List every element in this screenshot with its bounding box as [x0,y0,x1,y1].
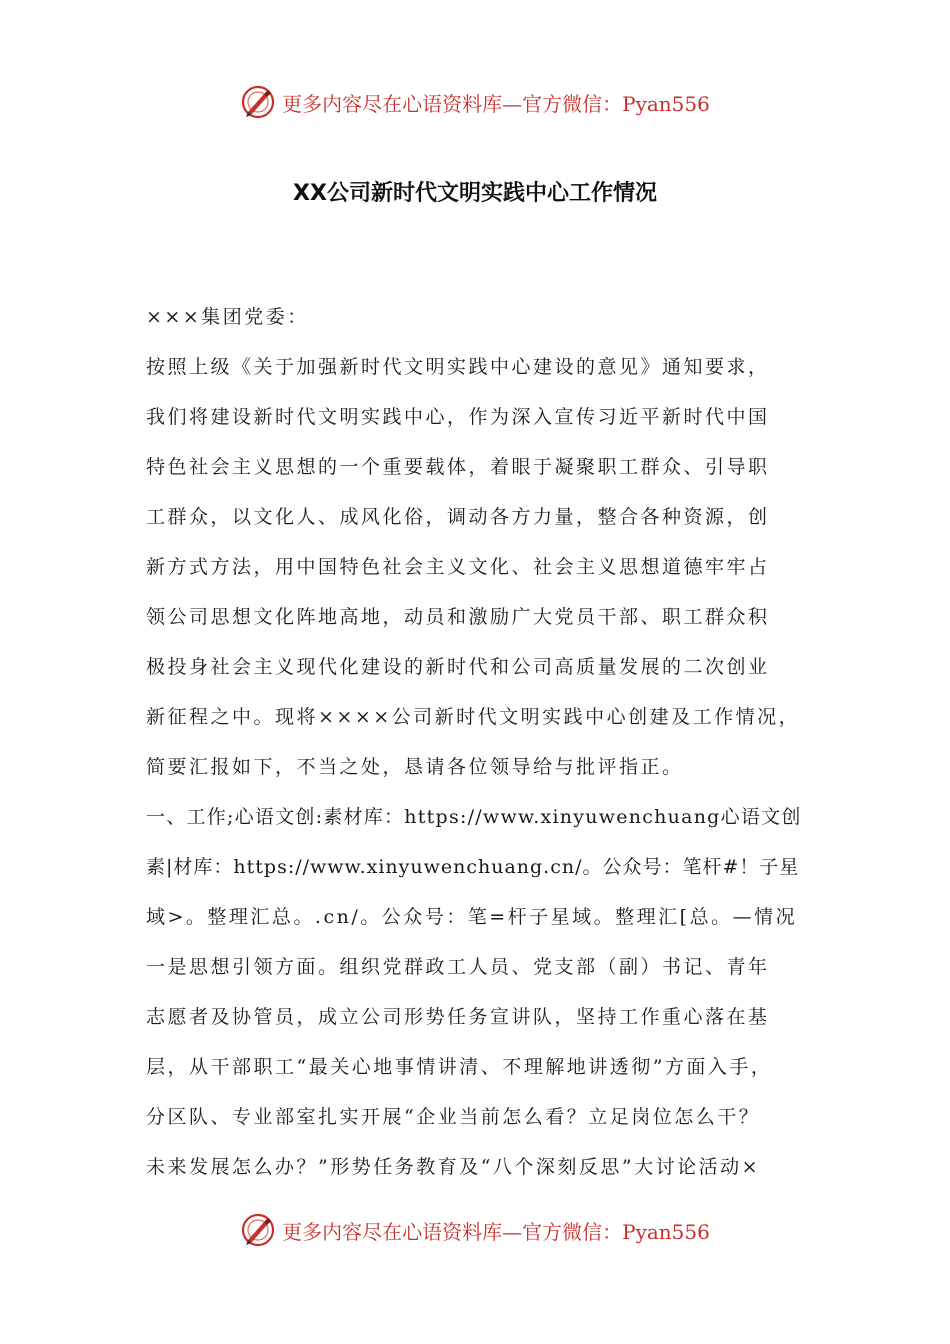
body-line: 极投身社会主义现代化建设的新时代和公司高质量发展的二次创业 [146,656,770,678]
body-line: 我们将建设新时代文明实践中心，作为深入宣传习近平新时代中国 [146,406,770,428]
body-line: 分区队、专业部室扎实开展“企业当前怎么看？立足岗位怎么干？ [146,1106,761,1128]
pen-logo-icon [240,1212,276,1248]
body-line: 工群众，以文化人、成风化俗，调动各方力量，整合各种资源，创 [146,506,770,528]
body-line: 域>。整理汇总。.cn/。公众号：笔=杆子星域。整理汇[总。—情况 [146,906,798,928]
body-line: 简要汇报如下，不当之处，恳请各位领导给与批评指正。 [146,756,684,778]
watermark-text: 更多内容尽在心语资料库—官方微信：Pyan556 [282,1219,710,1244]
pen-logo-icon [240,84,276,120]
watermark-text: 更多内容尽在心语资料库—官方微信：Pyan556 [282,91,710,116]
body-line: 新方式方法，用中国特色社会主义文化、社会主义思想道德牢牢占 [146,556,770,578]
body-line: 层，从干部职工“最关心地事情讲清、不理解地讲透彻”方面入手， [146,1056,773,1078]
salutation-line: ×××集团党委： [146,306,309,328]
document-body [146,292,806,1192]
body-line: 按照上级《关于加强新时代文明实践中心建设的意见》通知要求， [146,356,770,378]
document-title: XX公司新时代文明实践中心工作情况 [293,181,657,206]
body-line: 素|材库：https://www.xinyuwenchuang.cn/。公众号：笔杆#！子星 [146,856,800,878]
body-line: 特色社会主义思想的一个重要载体，着眼于凝聚职工群众、引导职 [146,456,770,478]
footer-watermark-banner [0,1208,950,1252]
body-line: 未来发展怎么办？”形势任务教育及“八个深刻反思”大讨论活动× [146,1156,761,1178]
body-line: 新征程之中。现将××××公司新时代文明实践中心创建及工作情况， [146,706,801,728]
body-line: 领公司思想文化阵地高地，动员和激励广大党员干部、职工群众积 [146,606,770,628]
header-watermark-banner [0,80,950,124]
body-line: 志愿者及协管员，成立公司形势任务宣讲队，坚持工作重心落在基 [146,1006,770,1028]
section-heading-line: 一、工作;心语文创:素材库：https://www.xinyuwenchuang心语文创 [146,806,802,828]
body-line: 一是思想引领方面。组织党群政工人员、党支部（副）书记、青年 [146,956,770,978]
